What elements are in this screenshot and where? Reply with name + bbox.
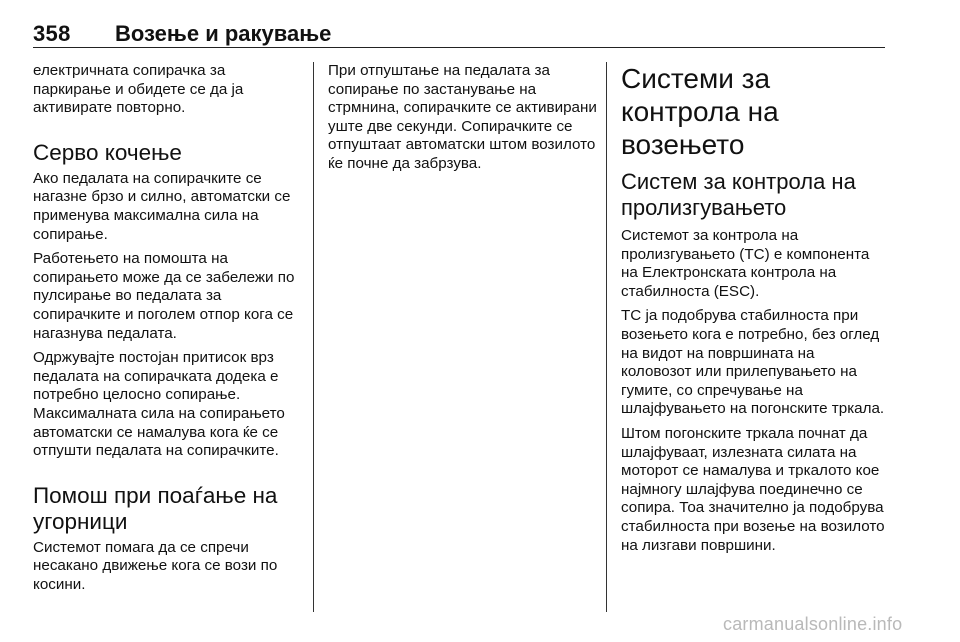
- watermark-text: carmanualsonline.info: [723, 614, 903, 634]
- hill-start-heading: Помош при поаѓање на угорници: [33, 482, 278, 534]
- column-3: [621, 62, 889, 561]
- driving-control-systems-heading: Системи за контрола на возењето: [621, 63, 779, 160]
- column-divider-1: [313, 62, 314, 612]
- column-divider-2: [606, 62, 607, 612]
- page-header: [33, 17, 885, 47]
- servo-paragraph-1: Ако педалата на сопирачките се нагазне брзо и силно, автоматски се применува максимална сила на сопирање.: [33, 169, 291, 243]
- traction-paragraph-1: Системот за контрола на пролизгувањето (TC) е компонента на Електронската контрола на стабилноста (ESC).: [621, 227, 870, 300]
- traction-paragraph-3: Штом погонските тркала почнат да шлајфуваат, излезната силата на моторот се намалува и тркалото кое најмногу шлајфува поединечно се сопира. Тоа значително ја подобрува стабилноста при возење на возилото на лизгави површини.: [621, 424, 885, 554]
- servo-paragraph-3: Одржувајте постојан притисок врз педалата на сопирачката додека е потребно целосно сопирање. Максималната сила на сопирањето автоматски се намалува кога ќе се отпушти педалата на сопирачките.: [33, 349, 285, 460]
- intro-paragraph: електричната сопирачка за паркирање и обидете се да ја активирате повторно.: [33, 62, 244, 117]
- column-2: [328, 62, 598, 180]
- hill-start-paragraph: Системот помага да се спречи несакано движење кога се вози по косини.: [33, 538, 278, 593]
- traction-control-heading: Систем за контрола на пролизгувањето: [621, 169, 856, 220]
- column-1: [33, 62, 305, 600]
- traction-paragraph-2: TC ја подобрува стабилноста при возењето кога е потребно, без оглед на видот на површината на коловозот или прилепувањето на гумите, со спречување на шлајфувањето на погонските тркала.: [621, 307, 885, 418]
- servo-braking-heading: Серво кочење: [33, 139, 182, 165]
- servo-paragraph-2: Работењето на помошта на сопирањето може да се забележи по пулсирање во педалата за сопирачките и поголем отпор кога се нагазнува педалата.: [33, 250, 295, 342]
- hill-start-continued-paragraph: При отпуштање на педалата за сопирање по застанување на стрмнина, сопирачките се активирани уште две секунди. Сопирачките се отпуштаат автоматски штом возилото ќе почне да забрзува.: [328, 62, 597, 172]
- page-number: 358: [33, 21, 71, 46]
- header-divider: [33, 47, 885, 48]
- chapter-title: Возење и ракување: [115, 21, 332, 46]
